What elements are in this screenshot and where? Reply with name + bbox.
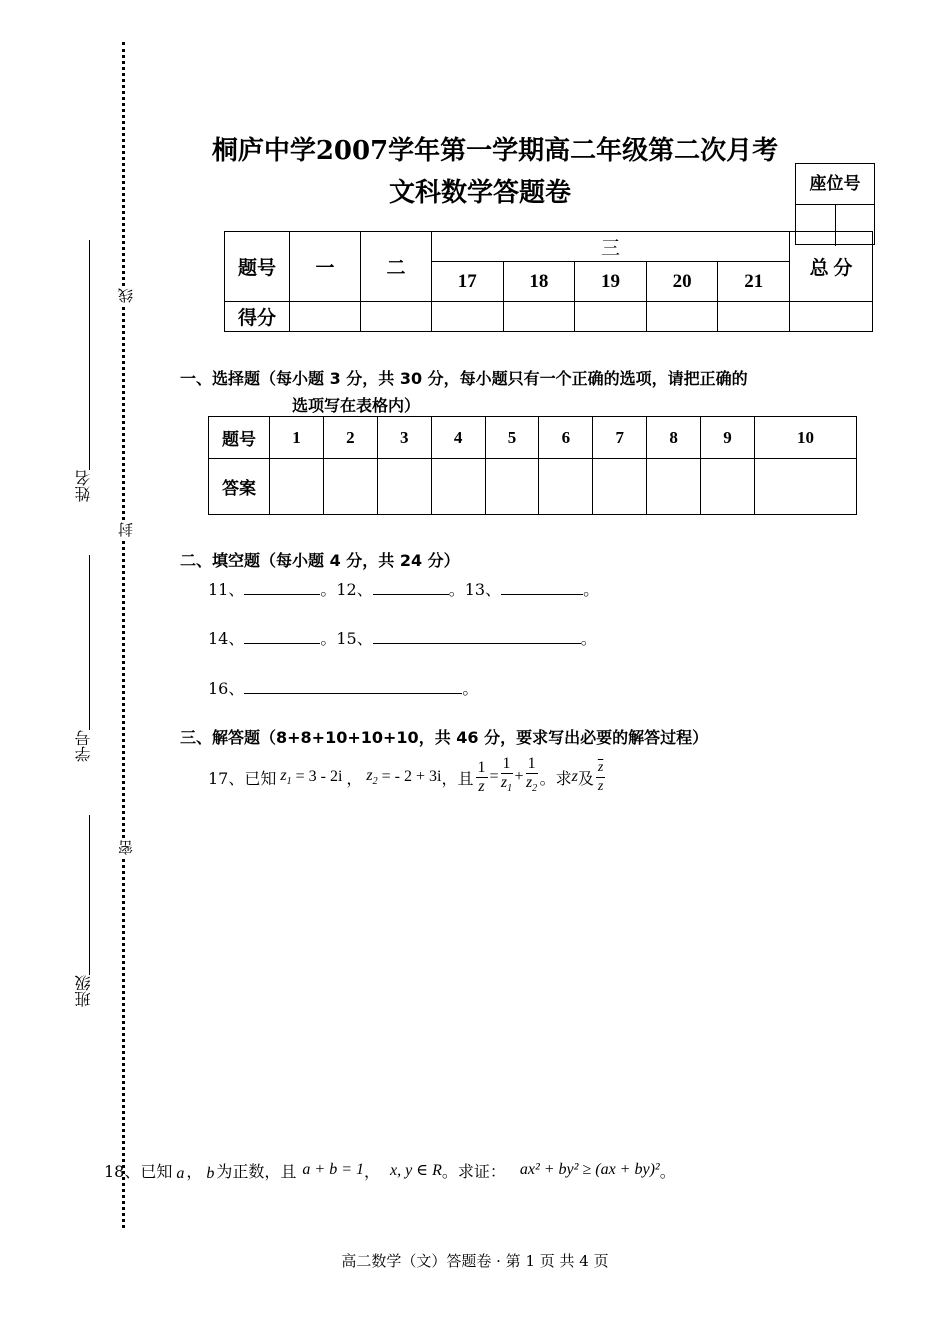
score-subcol-21: 21	[718, 262, 790, 302]
answer-cell[interactable]	[647, 459, 701, 515]
answer-cell[interactable]	[539, 459, 593, 515]
choice-number: 7	[593, 417, 647, 459]
binding-dotted-line	[122, 42, 125, 1228]
q14-label: 14、	[208, 629, 245, 648]
score-cell[interactable]	[575, 302, 647, 332]
score-total-label: 总 分	[790, 232, 873, 302]
q11-blank[interactable]	[244, 580, 320, 595]
score-header-label: 题号	[225, 232, 290, 302]
student-id-label: 学号	[74, 730, 93, 762]
q13-end: 。	[583, 580, 600, 599]
score-cell[interactable]	[361, 302, 432, 332]
name-underline	[89, 240, 90, 470]
choice-number: 8	[647, 417, 701, 459]
answer-row-label: 答案	[209, 459, 270, 515]
score-subcol-17: 17	[432, 262, 504, 302]
q17-z2-expr: = - 2 + 3i	[381, 768, 442, 785]
choice-number: 5	[485, 417, 539, 459]
q17-frac-z: $\frac{1}{z}$	[477, 758, 486, 795]
score-cell[interactable]	[790, 302, 873, 332]
answer-cell[interactable]	[593, 459, 647, 515]
student-id-underline	[89, 555, 90, 730]
q11-label: 11、	[208, 580, 245, 599]
score-subcol-20: 20	[646, 262, 718, 302]
page-footer: 高二数学（文）答题卷 · 第 1 页 共 4 页	[341, 1252, 609, 1270]
q12-blank[interactable]	[373, 580, 449, 595]
choice-number: 2	[323, 417, 377, 459]
score-col-3: 三	[432, 232, 790, 262]
page-subtitle: 文科数学答题卷	[388, 178, 571, 208]
section2-heading: 二、填空题（每小题 4 分，共 24 分）	[180, 551, 460, 570]
q17-frac-zbar-z: $\frac{\overline{z}}{z}$	[597, 759, 604, 794]
score-cell[interactable]	[646, 302, 718, 332]
q16-end: 。	[462, 679, 479, 698]
question-17: 17、已知 $z_1$ = 3 - 2i ， $z_2$ = - 2 + 3i ，且 $\frac{1}{z}$ = $\frac{1}{z_1}$ + $\frac{1}{z_2}$ 。求 z 及 $\frac{\overline{z}}{z}$	[208, 752, 607, 802]
answer-cell[interactable]	[270, 459, 324, 515]
score-col-1: 一	[290, 232, 361, 302]
q17-ask: 。求	[539, 768, 572, 788]
answer-cell[interactable]	[377, 459, 431, 515]
fill-line-1	[208, 577, 599, 600]
score-table	[224, 231, 873, 332]
q17-prefix: 17、已知	[208, 768, 277, 788]
q16-blank[interactable]	[244, 679, 462, 694]
choice-number: 6	[539, 417, 593, 459]
q14-blank[interactable]	[244, 629, 320, 644]
page-title: 桐庐中学2007学年第一学期高二年级第二次月考	[211, 136, 779, 166]
class-underline	[89, 815, 90, 975]
seat-number-label: 座位号	[796, 164, 874, 205]
name-label: 姓名	[74, 470, 93, 502]
score-subcol-18: 18	[503, 262, 575, 302]
choice-number: 9	[701, 417, 755, 459]
seal-feng-char: 封	[117, 522, 135, 537]
q17-z1-expr: = 3 - 2i	[295, 768, 343, 785]
q18-positive: 为正数，且	[216, 1161, 297, 1181]
fill-line-3	[208, 676, 478, 699]
answer-cell[interactable]	[431, 459, 485, 515]
score-cell[interactable]	[290, 302, 361, 332]
score-cell[interactable]	[432, 302, 504, 332]
score-col-2: 二	[361, 232, 432, 302]
answer-cell[interactable]	[323, 459, 377, 515]
seal-line-char: 线	[117, 288, 135, 303]
q15-label: 。15、	[320, 629, 373, 648]
q18-cond: a + b = 1	[302, 1161, 364, 1178]
q18-prove: 。求证：	[441, 1161, 506, 1181]
section1-heading-cont: 选项写在表格内）	[292, 396, 421, 415]
q15-end: 。	[580, 629, 597, 648]
choice-number: 1	[270, 417, 324, 459]
q17-frac-z1: $\frac{1}{z_1}$	[500, 755, 513, 795]
question-18: 18、已知 a ， b 为正数，且 a + b = 1 ， x, y ∈ R 。求证： ax² + by² ≥ (ax + by)² 。	[104, 1150, 676, 1190]
q18-xy: x, y ∈ R	[390, 1162, 442, 1179]
q13-label: 。13、	[448, 580, 502, 599]
answer-cell[interactable]	[754, 459, 856, 515]
choice-answer-table	[208, 416, 857, 515]
q15-blank[interactable]	[373, 629, 581, 644]
score-cell[interactable]	[718, 302, 790, 332]
fill-line-2	[208, 626, 597, 649]
q13-blank[interactable]	[501, 580, 583, 595]
choice-number: 4	[431, 417, 485, 459]
q18-prefix: 18、已知	[104, 1161, 173, 1181]
score-subcol-19: 19	[575, 262, 647, 302]
choice-row-label: 题号	[209, 417, 270, 459]
choice-number: 3	[377, 417, 431, 459]
score-row-label: 得分	[225, 302, 290, 332]
q17-and2: 及	[577, 768, 594, 788]
score-cell[interactable]	[503, 302, 575, 332]
q16-label: 16、	[208, 679, 245, 698]
class-label: 班级	[74, 975, 93, 1007]
section1-heading: 一、选择题（每小题 3 分，共 30 分，每小题只有一个正确的选项，请把正确的	[180, 369, 748, 388]
q18-inequality: ax² + by² ≥ (ax + by)²	[519, 1161, 660, 1178]
section3-heading: 三、解答题（8+8+10+10+10，共 46 分，要求写出必要的解答过程）	[180, 728, 709, 747]
choice-number: 10	[754, 417, 856, 459]
q17-and: ，且	[441, 768, 474, 788]
seal-mi-char: 密	[117, 840, 135, 855]
answer-cell[interactable]	[485, 459, 539, 515]
answer-cell[interactable]	[701, 459, 755, 515]
q17-frac-z2: $\frac{1}{z_2}$	[525, 755, 538, 795]
q12-label: 。12、	[320, 580, 373, 599]
